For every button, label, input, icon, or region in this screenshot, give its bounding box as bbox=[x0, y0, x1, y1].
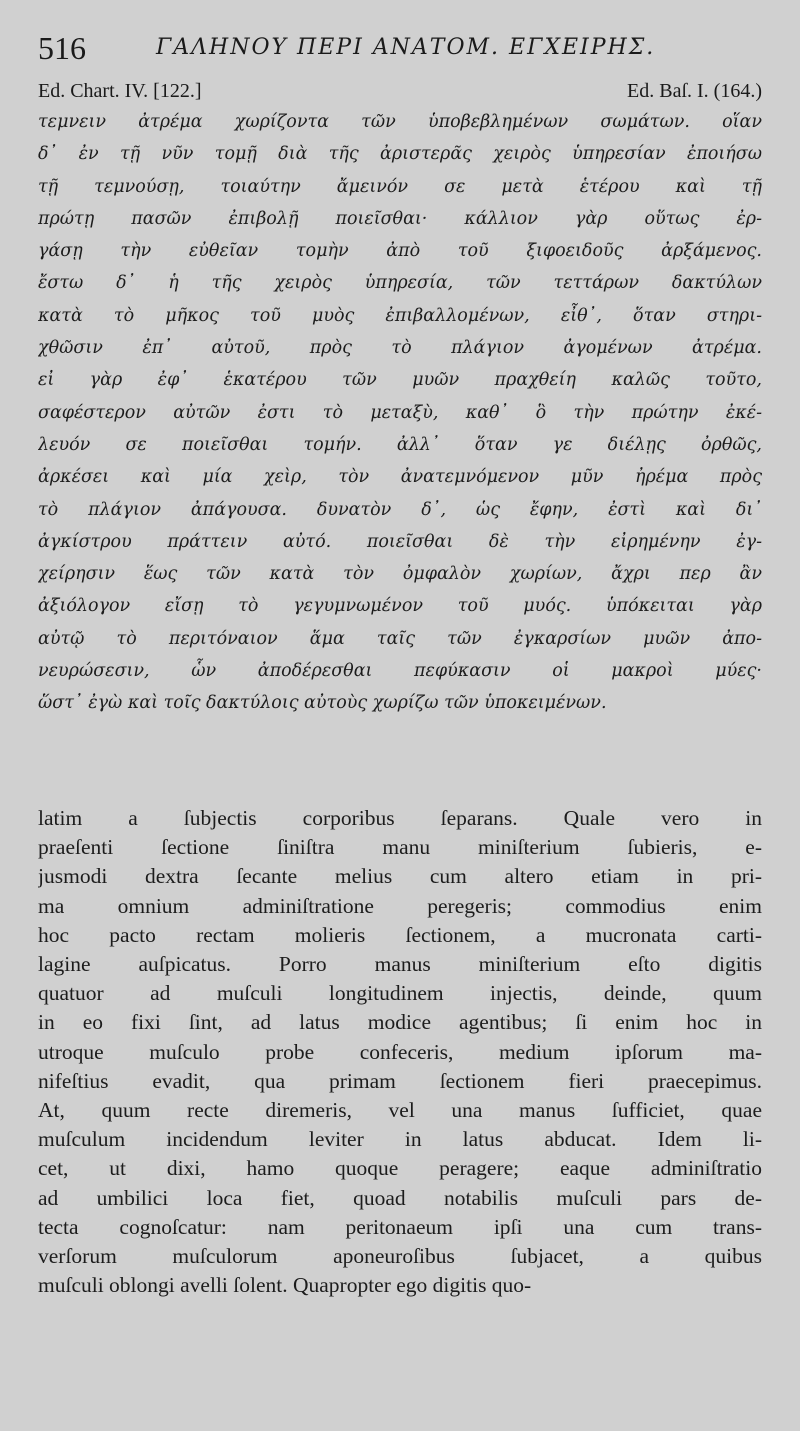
greek-text-line: δ᾽ ἐν τῇ νῦν τομῇ διὰ τῆς ἀριστερᾶς χειρὸς ὑπηρεσίαν ἐποιήσω bbox=[38, 144, 762, 165]
latin-text-line: praeſenti ſectione ſiniſtra manu miniſterium ſubieris, e- bbox=[38, 835, 762, 860]
latin-text-line: At, quum recte diremeris, vel una manus ſufficiet, quae bbox=[38, 1098, 762, 1123]
latin-text-line: ma omnium adminiſtratione peregeris; commodius enim bbox=[38, 893, 762, 918]
greek-text-line: τεμνειν ἀτρέμα χωρίζοντα τῶν ὑποβεβλημένων σωμάτων. οἵαν bbox=[38, 112, 762, 132]
greek-text-line: γάσῃ τὴν εὐθεῖαν τομὴν ἀπὸ τοῦ ξιφοειδοῦς ἀρξάμενος. bbox=[38, 241, 762, 262]
edition-chartier: Ed. Chart. IV. [122.] bbox=[38, 80, 202, 102]
latin-text-line: quatuor ad muſculi longitudinem injectis, deinde, quum bbox=[38, 981, 762, 1006]
book-title: ΓΑΛΗΝΟΥ ΠΕΡΙ ΑΝΑΤΟΜ. ΕΓΧΕΙΡΗΣ. bbox=[156, 35, 656, 60]
running-head bbox=[38, 26, 762, 70]
latin-text-line: hoc pacto rectam molieris ſectionem, a mucronata carti- bbox=[38, 922, 762, 947]
edition-basel: Ed. Baſ. I. (164.) bbox=[627, 80, 762, 102]
greek-text-line: ἀρκέσει καὶ μία χεὶρ, τὸν ἀνατεμνόμενον μῦν ἠρέμα πρὸς bbox=[38, 467, 762, 488]
greek-text-line: τὸ πλάγιον ἀπάγουσα. δυνατὸν δ᾽, ὡς ἔφην, ἐστὶ καὶ δι᾽ bbox=[38, 499, 762, 520]
greek-text-line: λευόν σε ποιεῖσθαι τομήν. ἀλλ᾽ ὅταν γε διέλῃς ὀρθῶς, bbox=[38, 434, 762, 455]
greek-text-line: κατὰ τὸ μῆκος τοῦ μυὸς ἐπιβαλλομένων, εἶθ᾽, ὅταν στηρι- bbox=[38, 305, 762, 326]
greek-text-line: ὥστ᾽ ἐγὼ καὶ τοῖς δακτύλοις αὐτοὺς χωρίζω τῶν ὑποκειμένων. bbox=[38, 693, 607, 714]
greek-text-line: χείρησιν ἕως τῶν κατὰ τὸν ὀμφαλὸν χωρίων, ἄχρι περ ἂν bbox=[38, 564, 762, 585]
greek-text-line: ἀγκίστρου πράττειν αὐτό. ποιεῖσθαι δὲ τὴν εἰρημένην ἐγ- bbox=[38, 531, 762, 552]
latin-text-line: tecta cognoſcatur: nam peritonaeum ipſi una cum trans- bbox=[38, 1214, 762, 1239]
greek-text-block bbox=[38, 106, 762, 720]
greek-text-line: σαφέστερον αὐτῶν ἐστι τὸ μεταξὺ, καθ᾽ ὃ τὴν πρώτην ἐκέ- bbox=[38, 402, 762, 423]
greek-text-line: ἔστω δ᾽ ἡ τῆς χειρὸς ὑπηρεσία, τῶν τεττάρων δακτύλων bbox=[38, 273, 762, 294]
greek-text-line: ἀξιόλογον εἴσῃ τὸ γεγυμνωμένον τοῦ μυός. ὑπόκειται γὰρ bbox=[38, 596, 762, 617]
greek-text-line: χθῶσιν ἐπ᾽ αὐτοῦ, πρὸς τὸ πλάγιον ἀγομένων ἀτρέμα. bbox=[38, 338, 762, 359]
greek-text-line: πρώτῃ πασῶν ἐπιβολῇ ποιεῖσθαι· κάλλιον γὰρ οὕτως ἐρ- bbox=[38, 208, 762, 229]
latin-text-line: cet, ut dixi, hamo quoque peragere; eaque adminiſtratio bbox=[38, 1156, 762, 1181]
latin-text-line: nifeſtius evadit, qua primam ſectionem fieri praecepimus. bbox=[38, 1068, 762, 1093]
latin-text-line: muſculi oblongi avelli ſolent. Quapropter ego digitis quo- bbox=[38, 1273, 532, 1298]
latin-text-line: lagine auſpicatus. Porro manus miniſterium eſto digitis bbox=[38, 952, 762, 977]
greek-text-line: νευρώσεσιν, ὧν ἀποδέρεσθαι πεφύκασιν οἱ μακροὶ μύες· bbox=[38, 661, 762, 682]
latin-text-block bbox=[38, 804, 762, 1300]
edition-reference-line bbox=[38, 74, 762, 108]
greek-text-line: αὐτῷ τὸ περιτόναιον ἅμα ταῖς τῶν ἐγκαρσίων μυῶν ἀπο- bbox=[38, 628, 762, 649]
latin-text-line: ad umbilici loca fiet, quoad notabilis muſculi pars de- bbox=[38, 1185, 762, 1210]
latin-text-line: jusmodi dextra ſecante melius cum altero etiam in pri- bbox=[38, 864, 762, 889]
page-number: 516 bbox=[38, 30, 86, 66]
greek-text-line: εἰ γὰρ ἐφ᾽ ἑκατέρου τῶν μυῶν πραχθείη καλῶς τοῦτο, bbox=[38, 370, 762, 391]
latin-text-line: muſculum incidendum leviter in latus abducat. Idem li- bbox=[38, 1127, 762, 1152]
latin-text-line: utroque muſculo probe confeceris, medium ipſorum ma- bbox=[38, 1039, 762, 1064]
latin-text-line: verſorum muſculorum aponeuroſibus ſubjacet, a quibus bbox=[38, 1244, 762, 1269]
greek-text-line: τῇ τεμνούσῃ, τοιαύτην ἄμεινόν σε μετὰ ἑτέρου καὶ τῇ bbox=[38, 176, 762, 197]
latin-text-line: latim a ſubjectis corporibus ſeparans. Quale vero in bbox=[38, 806, 762, 830]
latin-text-line: in eo fixi ſint, ad latus modice agentibus; ſi enim hoc in bbox=[38, 1010, 762, 1035]
